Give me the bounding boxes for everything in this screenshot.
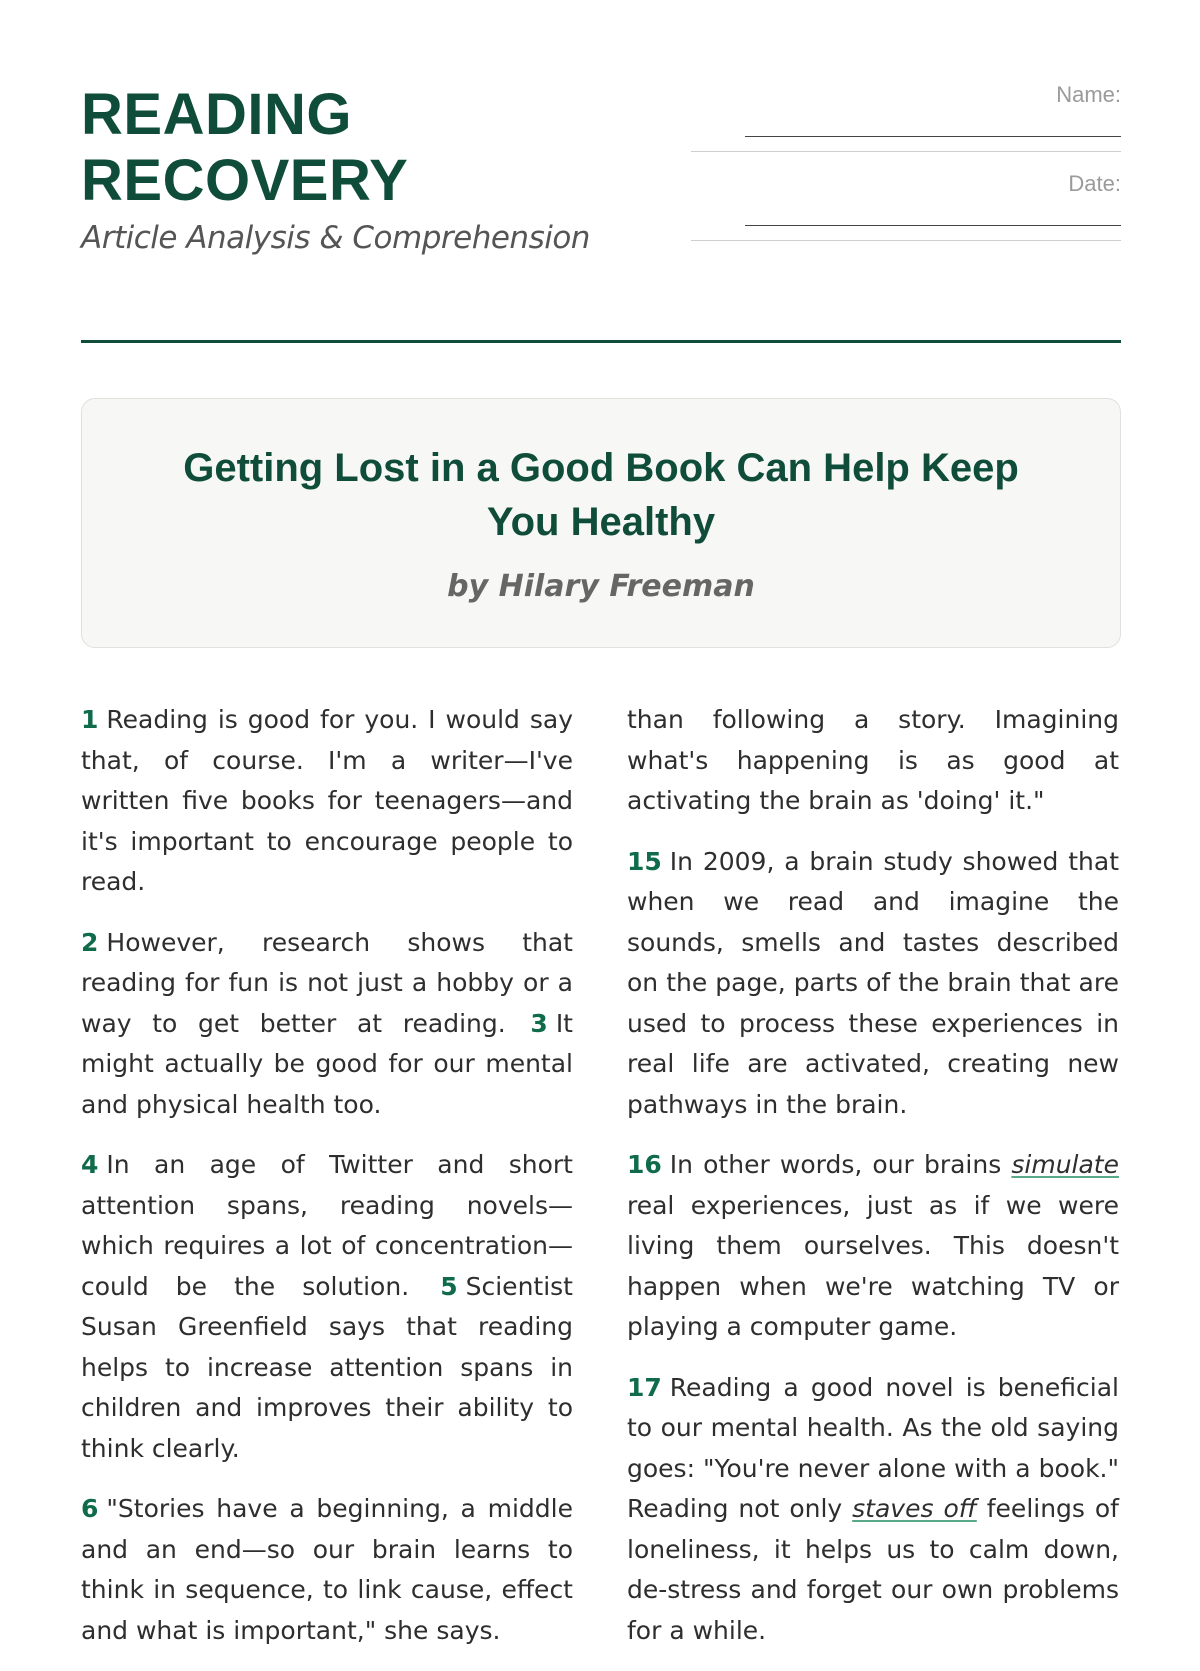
worksheet-subtitle: Article Analysis & Comprehension bbox=[81, 220, 590, 256]
paragraph-text: Scientist Susan Greenfield says that reading helps to increase attention spans in children and improves their ability to think clearly. bbox=[81, 1271, 573, 1463]
paragraph-17 bbox=[627, 1368, 1119, 1652]
header-rule bbox=[81, 340, 1121, 343]
right-column bbox=[627, 700, 1119, 1671]
date-input-line[interactable] bbox=[745, 197, 1121, 226]
paragraph-text: In other words, our brains bbox=[669, 1150, 1002, 1179]
date-field[interactable] bbox=[691, 171, 1121, 241]
worksheet-title-line2: RECOVERY bbox=[81, 148, 409, 213]
name-divider bbox=[691, 137, 1121, 152]
paragraph-number: 2 bbox=[81, 927, 99, 957]
paragraph-text: Reading is good for you. I would say that, of course. I'm a writer—I've written five books for teenagers—and it's important to encourage people to read. bbox=[81, 705, 573, 896]
paragraph-text: In an age of Twitter and short attention spans, reading novels—which requires a lot of concentration—could be the solution. bbox=[81, 1150, 573, 1301]
worksheet-title-line1: READING bbox=[81, 82, 352, 147]
left-column bbox=[81, 700, 573, 1671]
name-input-line[interactable] bbox=[745, 108, 1121, 137]
paragraph-15 bbox=[627, 842, 1119, 1126]
paragraph-number: 4 bbox=[81, 1150, 99, 1179]
paragraph-text: In 2009, a brain study showed that when we read and imagine the sounds, smells and tastes described on the page, parts of the brain that are used to process these experiences in real life are activated, creating new pathways in the brain. bbox=[627, 846, 1119, 1119]
article-author: by Hilary Freeman bbox=[447, 569, 755, 604]
paragraph-number: 17 bbox=[627, 1372, 662, 1402]
paragraph-text: It might actually be good for our mental and physical health too. bbox=[81, 1008, 573, 1119]
vocab-word-staves-off[interactable]: staves off bbox=[852, 1494, 977, 1523]
paragraph-number: 6 bbox=[81, 1494, 99, 1523]
paragraph-number: 1 bbox=[81, 705, 99, 734]
paragraph-text: "Stories have a beginning, a middle and an end—so our brain learns to think in sequence, to link cause, effect and what is important," she says. bbox=[81, 1494, 573, 1645]
paragraph-text: feelings of loneliness, it helps us to calm down, de-stress and forget our own problems for a while. bbox=[627, 1494, 1119, 1645]
article-title: Getting Lost in a Good Book Can Help Keep You Healthy bbox=[183, 446, 1019, 544]
paragraph-number: 5 bbox=[440, 1271, 458, 1301]
paragraph-1 bbox=[81, 700, 573, 903]
name-field[interactable] bbox=[691, 82, 1121, 152]
paragraph-16 bbox=[627, 1145, 1119, 1348]
date-divider bbox=[691, 226, 1121, 241]
vocab-word-simulate[interactable]: simulate bbox=[1011, 1150, 1119, 1179]
paragraph-4 bbox=[81, 1145, 573, 1469]
paragraph-text: Reading a good novel is beneficial to our mental health. As the old saying goes: "You're never alone with a book." Reading not only bbox=[627, 1372, 1119, 1523]
article-title-card bbox=[81, 398, 1121, 648]
date-label: Date: bbox=[1068, 171, 1121, 196]
paragraph-2 bbox=[81, 923, 573, 1126]
paragraph-text: However, research shows that reading for fun is not just a hobby or a way to get better at reading. bbox=[81, 927, 573, 1038]
paragraph-text: than following a story. Imagining what's happening is as good at activating the brain as 'doing' it." bbox=[627, 705, 1119, 815]
paragraph-6 bbox=[81, 1489, 573, 1651]
worksheet-header bbox=[81, 82, 1121, 262]
paragraph-text: real experiences, just as if we were living them ourselves. This doesn't happen when we're watching TV or playing a computer game. bbox=[627, 1190, 1119, 1341]
paragraph-14-continued bbox=[627, 700, 1119, 822]
name-label: Name: bbox=[1056, 82, 1121, 107]
paragraph-number: 15 bbox=[627, 846, 662, 876]
paragraph-number: 16 bbox=[627, 1150, 662, 1179]
paragraph-number: 3 bbox=[530, 1008, 548, 1038]
